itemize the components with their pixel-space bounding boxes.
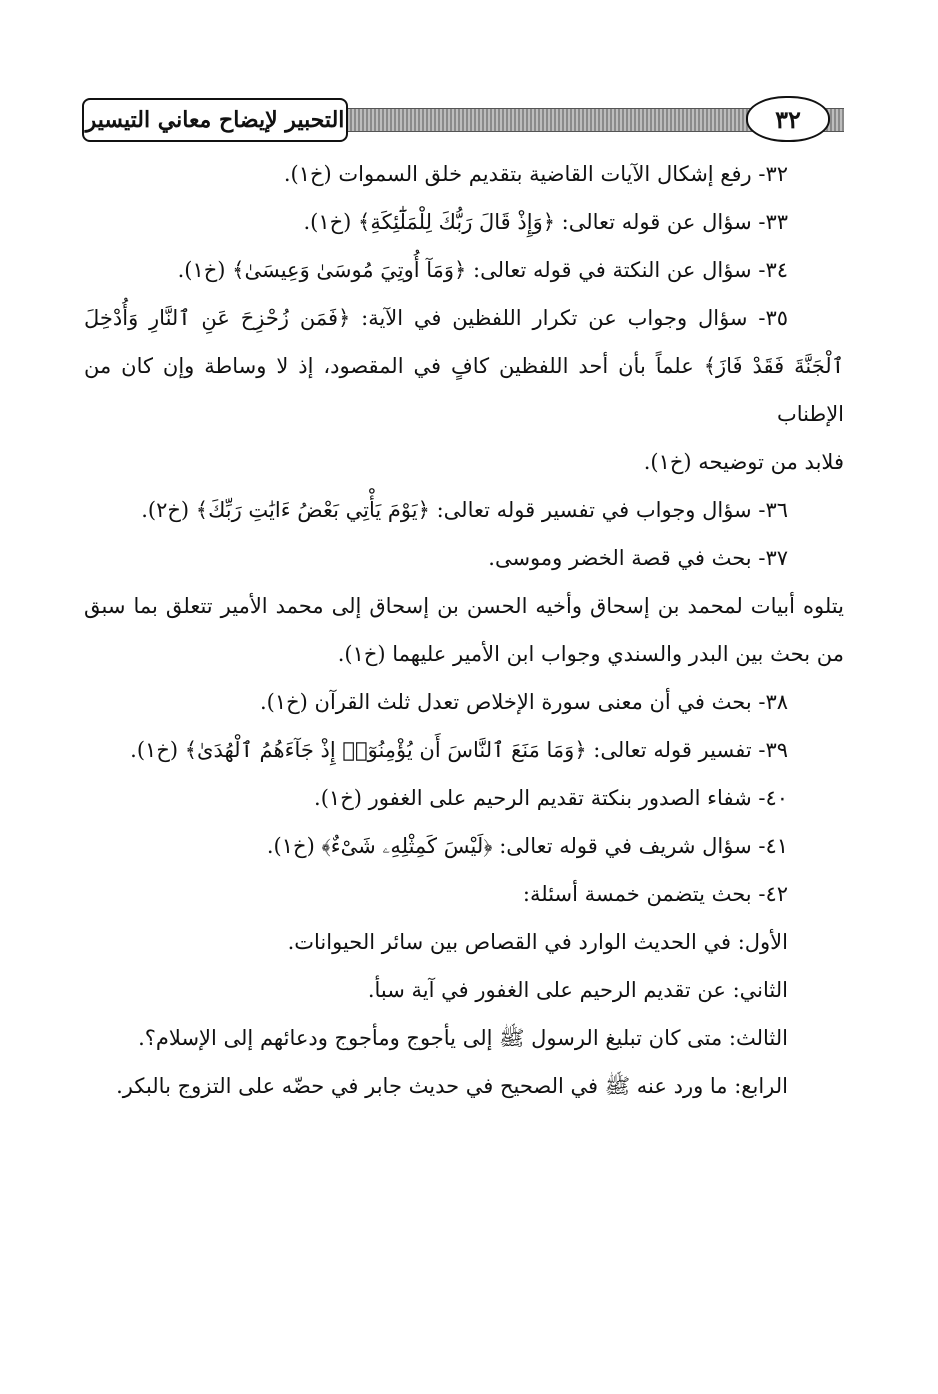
running-title: التحبير لإيضاح معاني التيسير [82,98,348,142]
list-item-42: ٤٢- بحث يتضمن خمسة أسئلة: [522,882,788,906]
sub-question-1: الأول: في الحديث الوارد في القصاص بين سائر الحيوانات. [287,930,788,954]
list-item-35-line-1: ٣٥- سؤال وجواب عن تكرار اللفظين في الآية: ﴿فَمَن زُحْزِحَ عَنِ ٱلنَّارِ وَأُدْخِلَ [84,306,788,330]
note-line-1: يتلوه أبيات لمحمد بن إسحاق وأخيه الحسن بن إسحاق إلى محمد الأمير تتعلق بما سبق [84,594,844,618]
list-item-38: ٣٨- بحث في أن معنى سورة الإخلاص تعدل ثلث القرآن (خ١). [259,690,788,714]
list-item-33: ٣٣- سؤال عن قوله تعالى: ﴿وَإِذْ قَالَ رَبُّكَ لِلْمَلَٰٓئِكَةِ﴾ (خ١). [303,210,788,234]
list-item-35-line-2: ٱلْجَنَّةَ فَقَدْ فَازَ﴾ علماً بأن أحد اللفظين كافٍ في المقصود، إذ لا وساطة وإن كان من الإطناب [84,354,845,426]
list-item-36: ٣٦- سؤال وجواب في تفسير قوله تعالى: ﴿يَوْمَ يَأْتِي بَعْضُ ءَايَٰتِ رَبِّكَ﴾ (خ٢). [141,498,788,522]
list-item-32: ٣٢- رفع إشكال الآيات القاضية بتقديم خلق السموات (خ١). [283,162,788,186]
sub-question-3: الثالث: متى كان تبليغ الرسول ﷺ إلى يأجوج ومأجوج ودعائهم إلى الإسلام؟. [138,1026,788,1050]
list-item-40: ٤٠- شفاء الصدور بنكتة تقديم الرحيم على الغفور (خ١). [314,786,788,810]
page-body [84,150,844,1110]
note-line-2: من بحث بين البدر والسندي وجواب ابن الأمير عليهما (خ١). [337,642,844,666]
list-item-41: ٤١- سؤال شريف في قوله تعالى: ﴿لَيْسَ كَمِثْلِهِۦ شَىْءٌ﴾ (خ١). [266,834,788,858]
page-header [82,96,844,142]
list-item-37: ٣٧- بحث في قصة الخضر وموسى. [488,546,788,570]
sub-question-2: الثاني: عن تقديم الرحيم على الغفور في آية سبأ. [367,978,788,1002]
list-item-35-line-3: فلابد من توضيحه (خ١). [643,450,844,474]
sub-question-4: الرابع: ما ورد عنه ﷺ في الصحيح في حديث جابر في حضّه على التزوج بالبكر. [116,1074,788,1098]
list-item-34: ٣٤- سؤال عن النكتة في قوله تعالى: ﴿وَمَآ أُوتِيَ مُوسَىٰ وَعِيسَىٰ﴾ (خ١). [177,258,788,282]
list-item-39: ٣٩- تفسير قوله تعالى: ﴿وَمَا مَنَعَ ٱلنَّاسَ أَن يُؤْمِنُوٓا۟ إِذْ جَآءَهُمُ ٱلْهُدَىٰ﴾ (خ١). [130,738,788,762]
page-number: ٣٢ [746,96,830,142]
